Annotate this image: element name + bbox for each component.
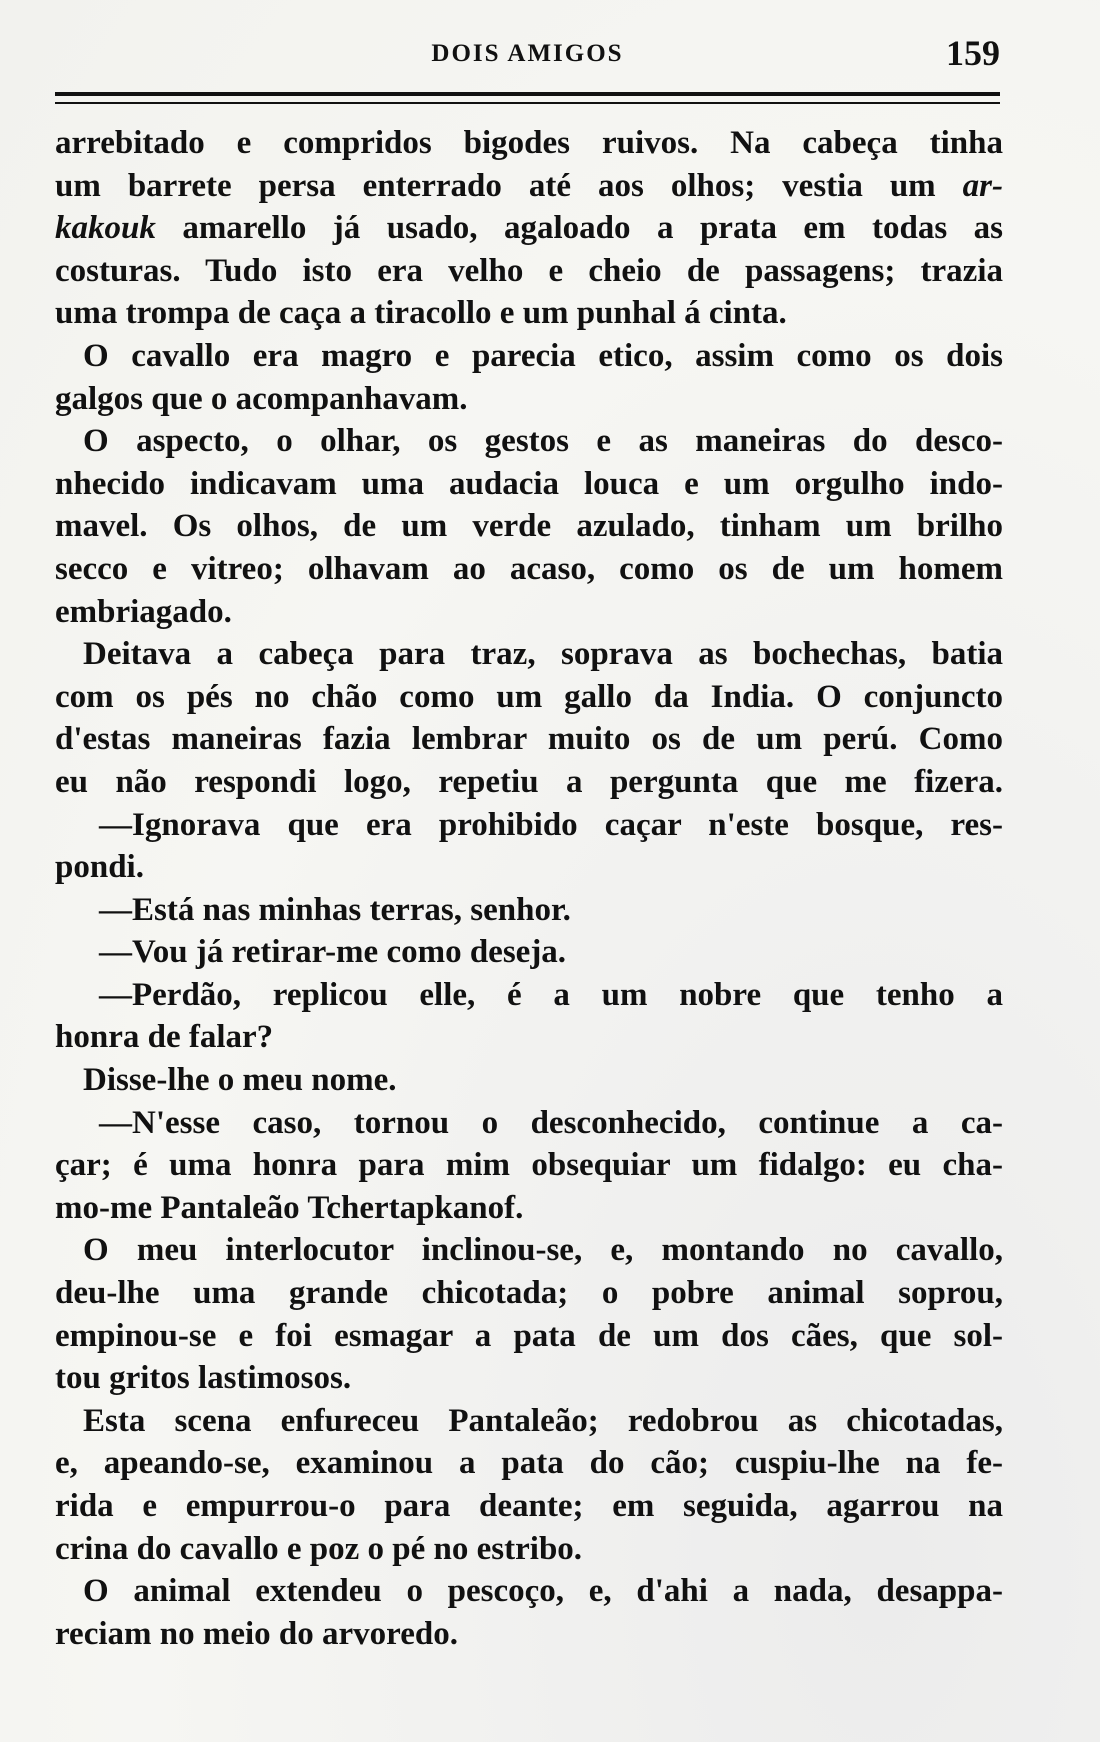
text-line: embriagado. xyxy=(55,593,232,630)
text-line: deu-lhe uma grande chicotada; o pobre animal soprou, xyxy=(55,1275,1003,1312)
text-line: d'estas maneiras fazia lembrar muito os de um perú. Como xyxy=(55,721,1003,758)
body-text xyxy=(55,122,1003,1655)
text-line-segment: amarello já usado, agaloado a prata em todas as xyxy=(155,210,1003,247)
text-line xyxy=(55,207,1003,250)
text-line: O cavallo era magro e parecia etico, assim como os dois xyxy=(83,337,1003,374)
text-line: —Ignorava que era prohibido caçar n'este bosque, res- xyxy=(99,806,1003,843)
text-line: —N'esse caso, tornou o desconhecido, continue a ca- xyxy=(99,1104,1003,1141)
text-line: Esta scena enfureceu Pantaleão; redobrou as chicotadas, xyxy=(83,1402,1003,1439)
text-line: secco e vitreo; olhavam ao acaso, como os de um homem xyxy=(55,550,1003,587)
text-line: nhecido indicavam uma audacia louca e um orgulho indo- xyxy=(55,465,1003,502)
header-rule-thin xyxy=(55,102,1000,104)
text-line: uma trompa de caça a tiracollo e um punhal á cinta. xyxy=(55,295,787,332)
text-line: reciam no meio do arvoredo. xyxy=(55,1615,458,1652)
text-line: O aspecto, o olhar, os gestos e as maneiras do desco- xyxy=(83,423,1003,460)
text-line: com os pés no chão como um gallo da India. O conjuncto xyxy=(55,678,1003,715)
header-rule-thick xyxy=(55,92,1000,96)
text-line: tou gritos lastimosos. xyxy=(55,1360,352,1397)
running-title: DOIS AMIGOS xyxy=(431,40,624,67)
text-line: —Está nas minhas terras, senhor. xyxy=(99,891,571,928)
text-line: çar; é uma honra para mim obsequiar um fidalgo: eu cha- xyxy=(55,1147,1003,1184)
text-line: costuras. Tudo isto era velho e cheio de passagens; trazia xyxy=(55,252,1003,289)
text-line: mo-me Pantaleão Tchertapkanof. xyxy=(55,1189,524,1226)
page-number: 159 xyxy=(946,33,1000,73)
text-line: crina do cavallo e poz o pé no estribo. xyxy=(55,1530,583,1567)
text-line: arrebitado e compridos bigodes ruivos. Na cabeça tinha xyxy=(55,125,1003,161)
text-line: galgos que o acompanhavam. xyxy=(55,380,468,417)
text-line: honra de falar? xyxy=(55,1019,274,1056)
text-line: Deitava a cabeça para traz, soprava as bochechas, batia xyxy=(83,636,1003,673)
text-line: O animal extendeu o pescoço, e, d'ahi a nada, desappa- xyxy=(83,1573,1003,1610)
italic-word: kakouk xyxy=(55,210,156,247)
text-line: empinou-se e foi esmagar a pata de um dos cães, que sol- xyxy=(55,1317,1003,1354)
text-line: pondi. xyxy=(55,849,144,886)
text-line: —Vou já retirar-me como deseja. xyxy=(99,934,567,971)
page-header xyxy=(55,30,1000,80)
text-line: eu não respondi logo, repetiu a pergunta que me fizera. xyxy=(55,763,1003,800)
text-line-segment: um barrete persa enterrado até aos olhos; vestia um xyxy=(55,167,963,204)
text-line: rida e empurrou-o para deante; em seguida, agarrou na xyxy=(55,1488,1003,1524)
text-line: Disse-lhe o meu nome. xyxy=(83,1062,397,1099)
italic-word: ar- xyxy=(962,167,1003,204)
text-line: mavel. Os olhos, de um verde azulado, tinham um brilho xyxy=(55,508,1003,545)
text-line xyxy=(55,165,1003,208)
text-line: O meu interlocutor inclinou-se, e, montando no cavallo, xyxy=(83,1232,1003,1269)
text-line: —Perdão, replicou elle, é a um nobre que tenho a xyxy=(99,976,1003,1013)
text-line: e, apeando-se, examinou a pata do cão; cuspiu-lhe na fe- xyxy=(55,1445,1003,1482)
